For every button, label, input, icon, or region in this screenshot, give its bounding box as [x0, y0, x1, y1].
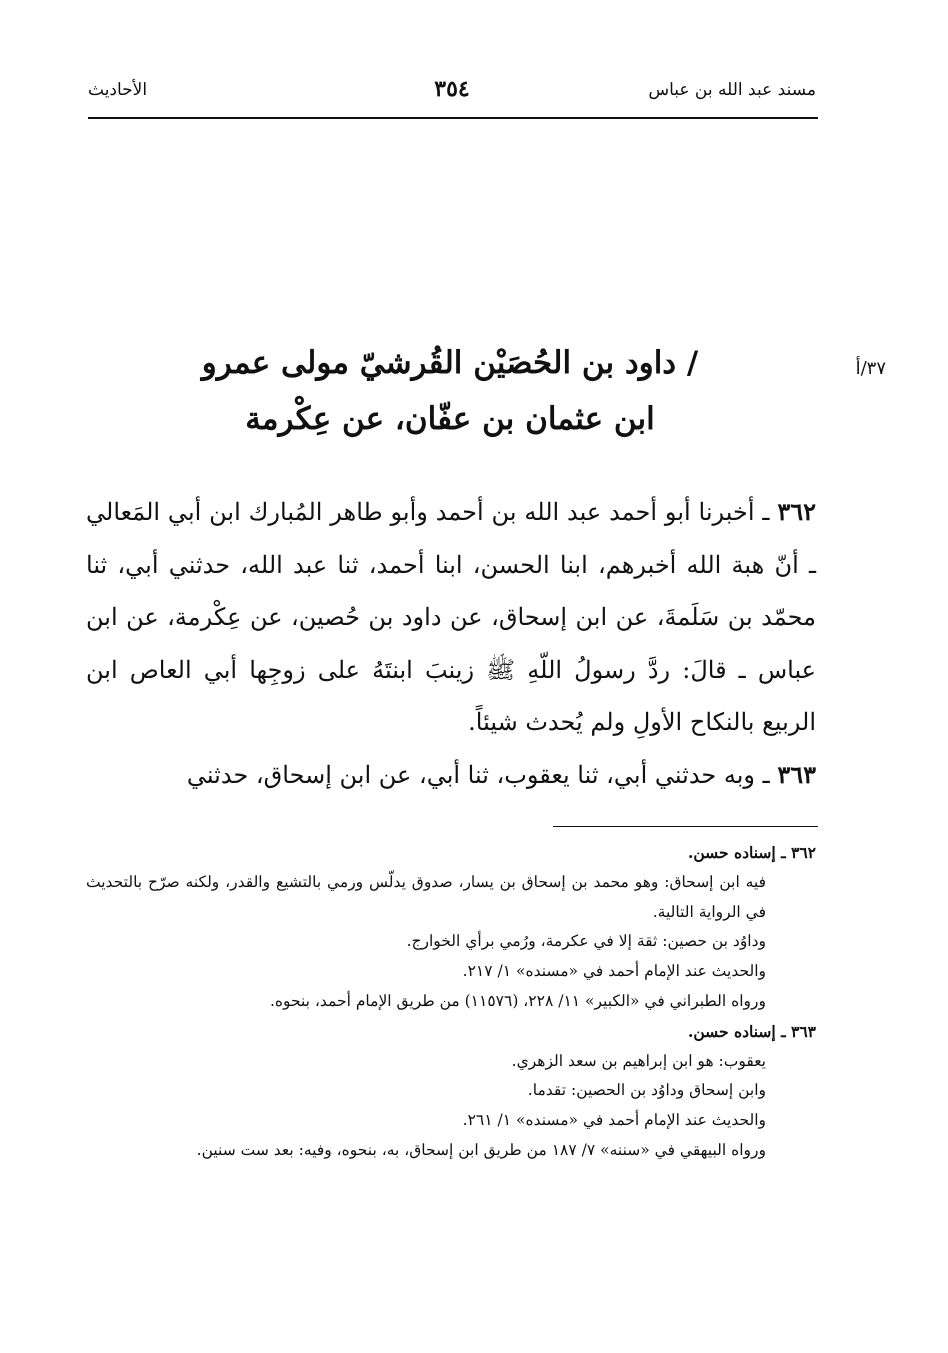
footnote-line: ورواه الطبراني في «الكبير» ١١/ ٢٢٨، (١١٥٧٦) من طريق الإمام أحمد، بنحوه. [269, 991, 766, 1010]
footnote-grade: ـ إسناده حسن. [687, 843, 786, 862]
footnote-line: فيه ابن إسحاق: وهو محمد بن إسحاق بن يسار، صدوق يدلّس ورمي بالتشيع والقدر، ولكنه صرّح بالتحديث في الرواية التالية. [86, 872, 766, 921]
footnote-line: وداوُد بن حصين: ثقة إلا في عكرمة، ورُمي برأي الخوارج. [406, 932, 766, 951]
page-number: ٣٥٤ [434, 76, 470, 102]
hadith-text: ـ أخبرنا أبو أحمد عبد الله بن أحمد وأبو طاهر المُبارك ابن أبي المَعالي ـ أنّ هبة الله أخبرهم، ابنا الحسن، ابنا أحمد، ثنا عبد الله، حدثني أبي، ثنا محمّد بن سَلَمةَ، عن ابن إسحاق، عن داود بن حُصين، عن عِكْرمة، عن ابن عباس ـ قالَ: ردَّ رسولُ اللّهِ ﷺ زينبَ ابنتَهُ على زوجِها أبي العاص ابن الربيع بالنكاح الأولِ ولم يُحدث شيئاً. [86, 498, 817, 736]
header-divider [88, 117, 818, 119]
hadith-number: ٣٦٢ [777, 497, 816, 526]
footnote-number: ٣٦٢ [791, 843, 816, 862]
margin-folio-reference: ٣٧/أ [855, 358, 886, 379]
footnote-line: ورواه البيهقي في «سننه» ٧/ ١٨٧ من طريق ابن إسحاق، به، بنحوه، وفيه: بعد ست سنين. [196, 1140, 766, 1159]
hadith-paragraph [86, 749, 816, 802]
footnote-line: وابن إسحاق وداوُد بن الحصين: تقدما. [527, 1081, 766, 1100]
footnote-number: ٣٦٣ [791, 1021, 816, 1041]
footnote-heading [86, 1017, 816, 1047]
main-text [86, 486, 816, 801]
hadith-text: ـ وبه حدثني أبي، ثنا يعقوب، ثنا أبي، عن ابن إسحاق، حدثني [186, 760, 770, 789]
footnote-line: والحديث عند الإمام أحمد في «مسنده» ١/ ٢٦١. [462, 1111, 766, 1130]
footnote-line: والحديث عند الإمام أحمد في «مسنده» ١/ ٢١٧. [462, 962, 766, 981]
footnotes [86, 838, 816, 1166]
header-book-title: مسند عبد الله بن عباس [648, 80, 816, 100]
footnote-grade: ـ إسناده حسن. [687, 1021, 786, 1041]
footnote-heading [86, 838, 816, 868]
footnote-divider [553, 826, 818, 827]
chapter-heading-line-2: ابن عثمان بن عفّان، عن عِكْرمة [245, 401, 655, 437]
header-section-title: الأحاديث [88, 80, 148, 100]
chapter-heading-line-1: / داود بن الحُصَيْن القُرشيّ مولى عمرو [201, 345, 699, 381]
hadith-number: ٣٦٣ [777, 759, 816, 789]
footnote-line: يعقوب: هو ابن إبراهيم بن سعد الزهري. [511, 1051, 766, 1070]
chapter-heading [150, 335, 750, 447]
running-header [88, 76, 816, 110]
hadith-paragraph [86, 486, 816, 749]
